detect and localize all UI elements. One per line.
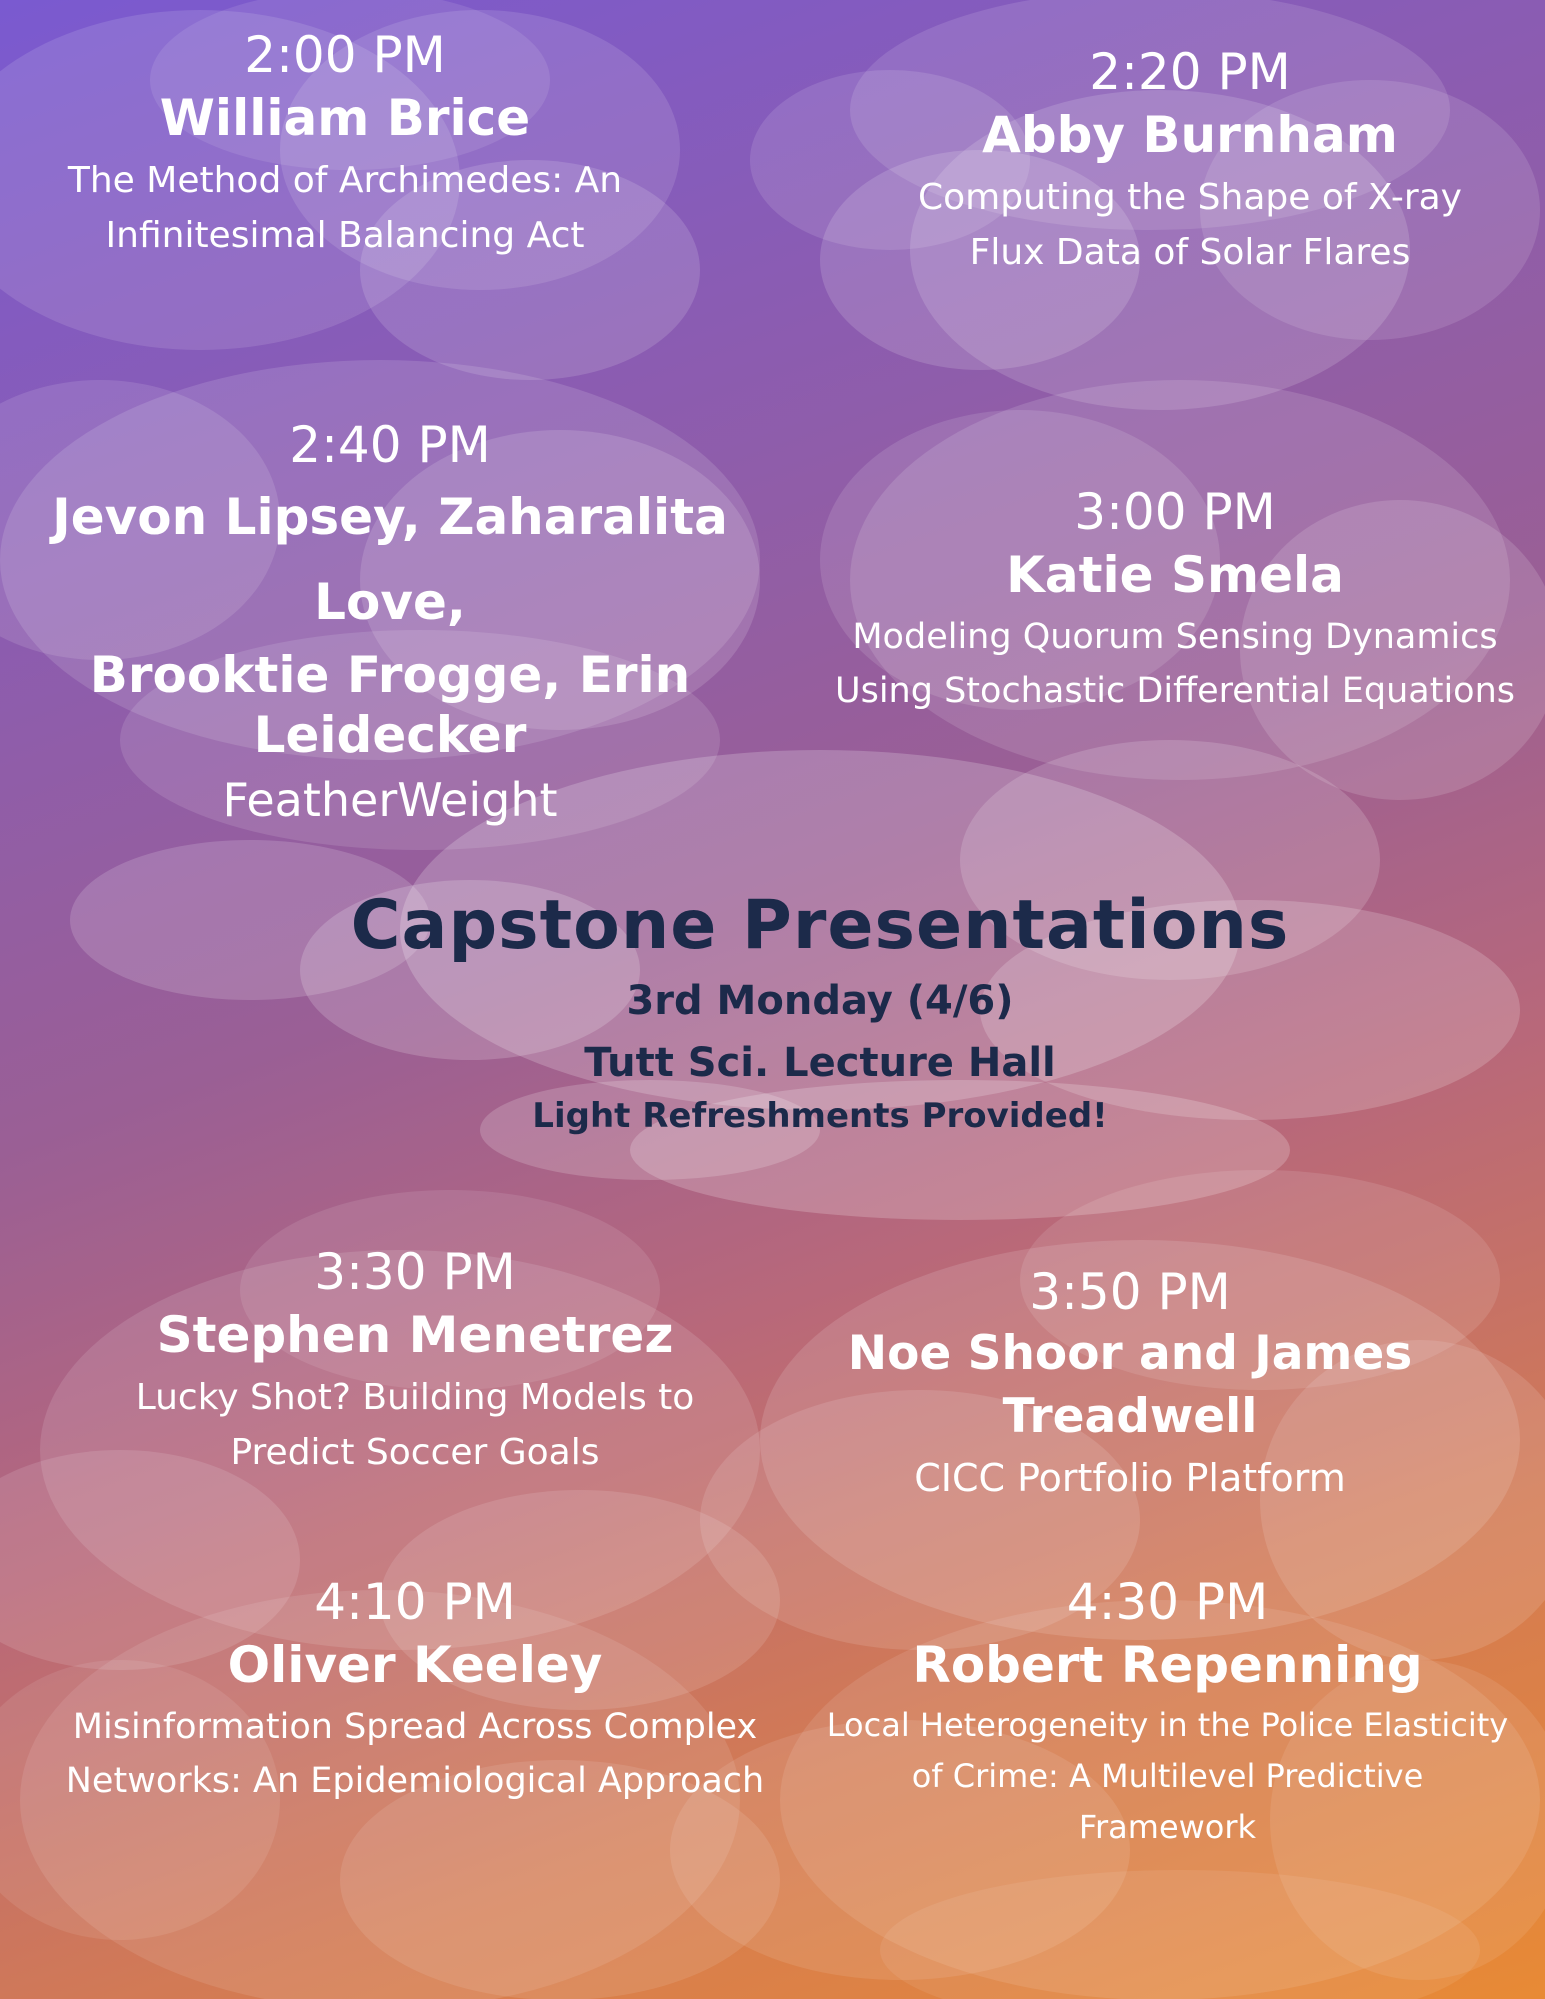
session-title-line: FeatherWeight bbox=[222, 773, 558, 827]
session-presenter: Stephen Menetrez bbox=[156, 1306, 674, 1364]
session-2-20 bbox=[880, 42, 1500, 281]
session-title-line: Misinformation Spread Across Complex bbox=[72, 1706, 758, 1747]
session-presenter: Katie Smela bbox=[1006, 546, 1344, 604]
session-presenter: Abby Burnham bbox=[982, 106, 1398, 164]
session-time: 2:20 PM bbox=[1089, 43, 1291, 101]
session-time: 2:00 PM bbox=[244, 26, 446, 84]
session-time: 3:50 PM bbox=[1029, 1263, 1231, 1321]
session-time: 2:40 PM bbox=[289, 416, 491, 474]
session-title-line: Local Heterogeneity in the Police Elasticity bbox=[826, 1705, 1509, 1744]
session-presenter: Noe Shoor and James Treadwell bbox=[847, 1326, 1413, 1445]
session-title-line: of Crime: A Multilevel Predictive bbox=[911, 1756, 1424, 1795]
session-title-line: Using Stochastic Differential Equations bbox=[834, 670, 1516, 711]
session-3-50 bbox=[740, 1262, 1520, 1508]
event-header bbox=[330, 885, 1310, 1142]
event-location: Tutt Sci. Lecture Hall bbox=[584, 1039, 1056, 1086]
session-2-00 bbox=[40, 25, 650, 264]
session-presenter-line: Jevon Lipsey, Zaharalita Love, bbox=[52, 488, 728, 631]
session-title-line: Framework bbox=[1078, 1807, 1257, 1846]
event-note: Light Refreshments Provided! bbox=[532, 1095, 1108, 1136]
session-presenter: William Brice bbox=[159, 89, 531, 147]
session-time: 3:30 PM bbox=[314, 1243, 516, 1301]
session-title-line: Predict Soccer Goals bbox=[230, 1432, 600, 1474]
session-3-30 bbox=[90, 1242, 740, 1481]
session-title-line: Infinitesimal Balancing Act bbox=[105, 215, 585, 257]
session-2-40 bbox=[10, 415, 770, 836]
session-time: 4:30 PM bbox=[1066, 1573, 1269, 1631]
session-3-00 bbox=[830, 482, 1520, 718]
session-title-line: Computing the Shape of X-ray bbox=[918, 176, 1462, 218]
session-title-line: Modeling Quorum Sensing Dynamics bbox=[852, 616, 1498, 657]
session-title-line: CICC Portfolio Platform bbox=[914, 1455, 1346, 1500]
session-title-line: The Method of Archimedes: An bbox=[67, 159, 623, 201]
session-title-line: Flux Data of Solar Flares bbox=[969, 232, 1411, 274]
session-time: 3:00 PM bbox=[1074, 483, 1276, 541]
page-title: Capstone Presentations bbox=[350, 886, 1290, 965]
session-title-line: Lucky Shot? Building Models to bbox=[135, 1376, 695, 1418]
session-presenter: Robert Repenning bbox=[912, 1636, 1423, 1694]
session-time: 4:10 PM bbox=[314, 1573, 516, 1631]
session-presenter-line: Brooktie Frogge, Erin Leidecker bbox=[89, 646, 691, 764]
session-4-10 bbox=[30, 1572, 800, 1808]
event-date: 3rd Monday (4/6) bbox=[626, 977, 1014, 1024]
session-4-30 bbox=[810, 1572, 1525, 1853]
session-presenter: Oliver Keeley bbox=[227, 1636, 603, 1694]
session-title-line: Networks: An Epidemiological Approach bbox=[65, 1760, 765, 1801]
